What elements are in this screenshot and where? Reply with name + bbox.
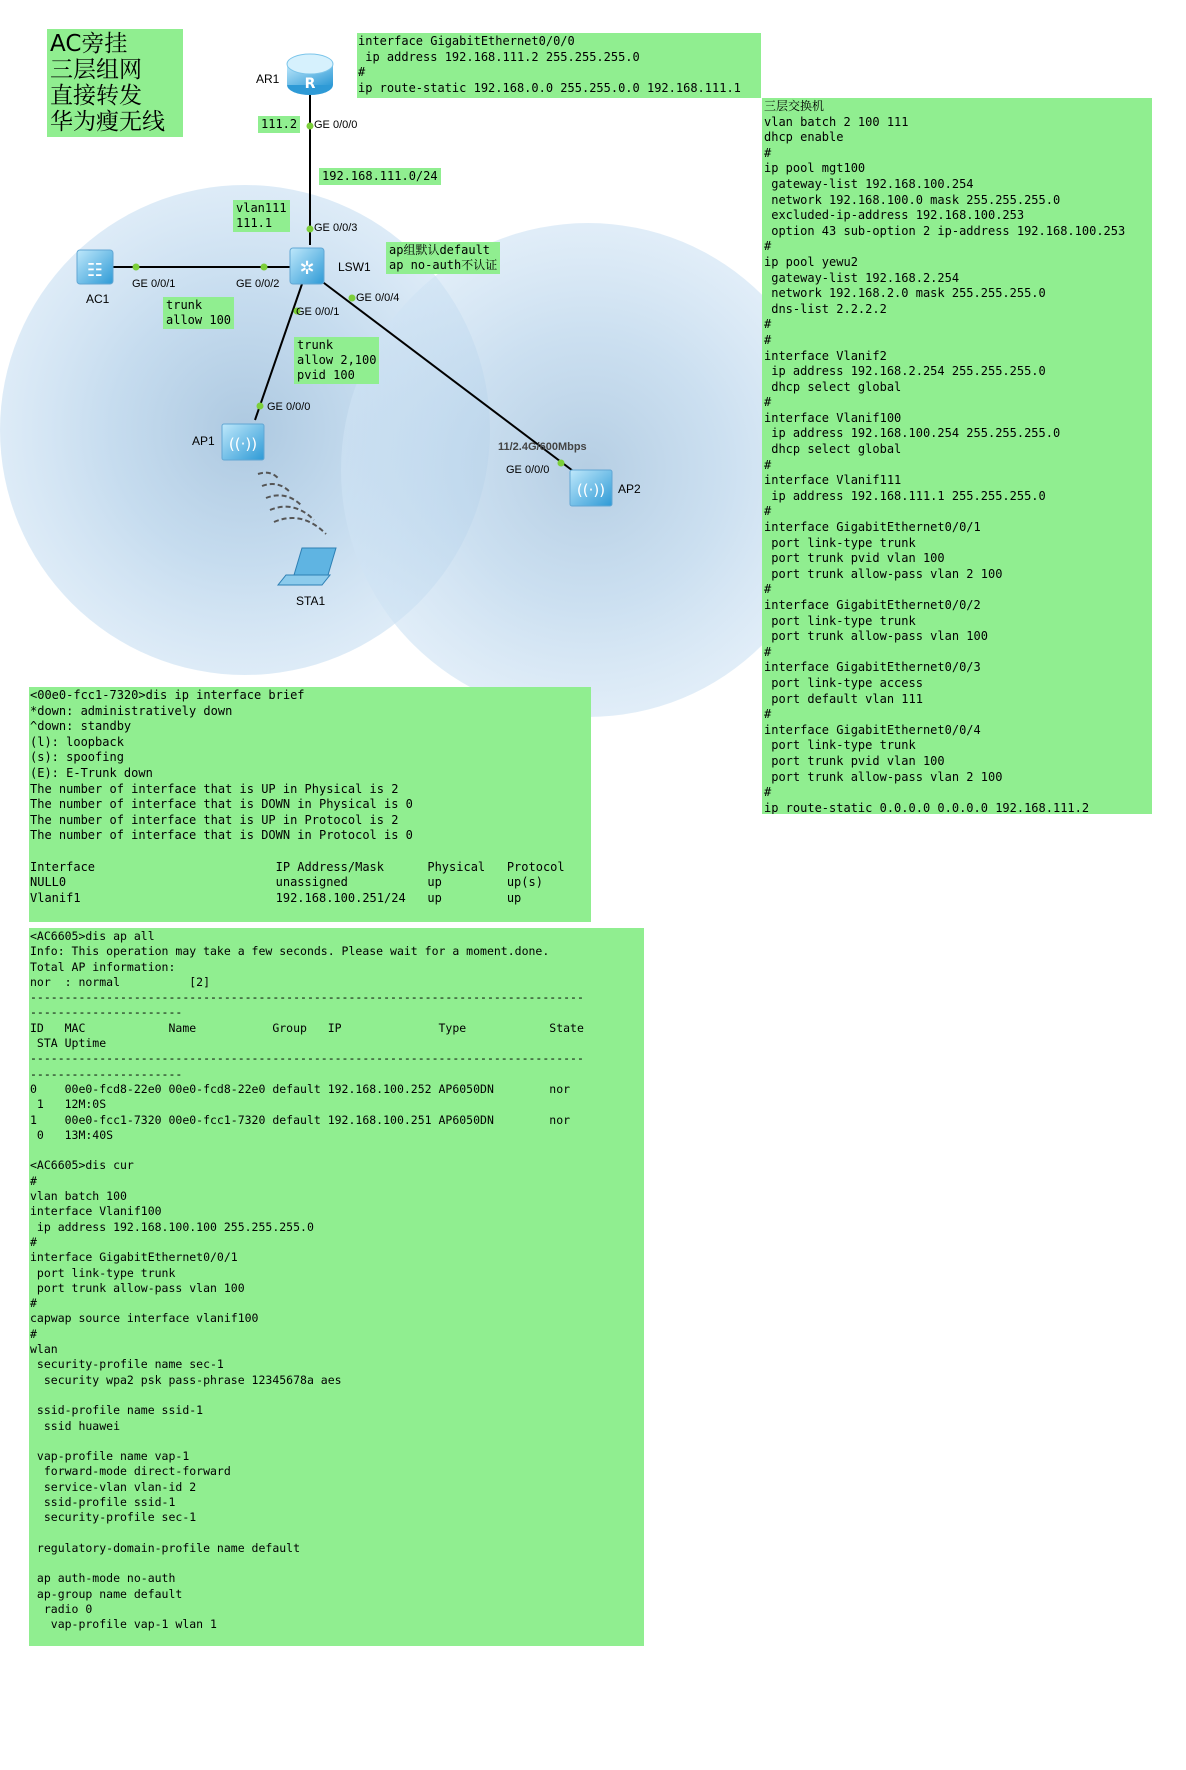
port-label: GE 0/0/0 <box>267 401 311 413</box>
device-label-ap2: AP2 <box>618 482 641 496</box>
vlan111-tag: vlan111 111.1 <box>233 200 290 232</box>
svg-text:☷: ☷ <box>86 260 104 281</box>
device-label-sta1: STA1 <box>296 594 326 608</box>
port-label: GE 0/0/2 <box>236 278 280 290</box>
trunk-ap1-tag: trunk allow 2,100 pvid 100 <box>294 337 379 384</box>
port-label: GE 0/0/1 <box>296 306 340 318</box>
network-tag: 192.168.111.0/24 <box>319 168 441 185</box>
ap-interface-brief-note: <00e0-fcc1-7320>dis ip interface brief *down: administratively down ^down: standby (l): loopback (s): spoofing (E): E-Trunk down The number of interface that is UP in Physical is 2 The number of interface that is DOWN in Physical is 0 The number of interface that is UP in Protocol is 2 The number of interface that is DOWN in Protocol is 0 Interface IP Address/Mask Physical Protocol NULL0 unassigned up up(s) Vlanif1 192.168.100.251/24 up up <box>29 687 591 922</box>
port-dot <box>261 264 268 271</box>
port-label: GE 0/0/3 <box>314 222 358 234</box>
svg-text:✲: ✲ <box>299 258 315 279</box>
ac-output-note: <AC6605>dis ap all Info: This operation may take a few seconds. Please wait for a moment.done. Total AP information: nor : normal [2] -------------------------------------------------------------------------------- ---------------------- ID MAC Name Group IP Type State STA Uptime -------------------------------------------------------------------------------- ---------------------- 0 00e0-fcd8-22e0 00e0-fcd8-22e0 default 192.168.100.252 AP6050DN nor 1 12M:0S 1 00e0-fcc1-7320 00e0-fcc1-7320 default 192.168.100.251 AP6050DN nor 0 13M:40S <AC6605>dis cur # vlan batch 100 interface Vlanif100 ip address 192.168.100.100 255.255.255.0 # interface GigabitEthernet0/0/1 port link-type trunk port trunk allow-pass vlan 100 # capwap source interface vlanif100 # wlan security-profile name sec-1 security wpa2 psk pass-phrase 12345678a aes ssid-profile name ssid-1 ssid huawei vap-profile name vap-1 forward-mode direct-forward service-vlan vlan-id 2 ssid-profile ssid-1 security-profile sec-1 regulatory-domain-profile name default ap auth-mode no-auth ap-group name default radio 0 vap-profile vap-1 wlan 1 <box>29 928 644 1646</box>
ar1-config-note: interface GigabitEthernet0/0/0 ip address 192.168.111.2 255.255.255.0 # ip route-static 192.168.0.0 255.255.0.0 192.168.111.1 <box>357 33 761 98</box>
port-label: GE 0/0/0 <box>314 119 358 131</box>
port-dot <box>257 403 264 410</box>
access-point-icon[interactable] <box>222 424 264 460</box>
port-label: GE 0/0/0 <box>506 464 550 476</box>
trunk-ac-tag: trunk allow 100 <box>163 297 234 329</box>
device-label-ap1: AP1 <box>192 434 215 448</box>
ar1-ip-tag: 111.2 <box>258 116 300 133</box>
device-label-lsw1: LSW1 <box>338 260 371 274</box>
port-dot <box>558 460 565 467</box>
port-label: GE 0/0/1 <box>132 278 176 290</box>
svg-text:((·)): ((·)) <box>576 481 606 499</box>
ap-group-tag: ap组默认default ap no-auth不认证 <box>386 242 500 274</box>
device-label-ac1: AC1 <box>86 292 110 306</box>
router-icon[interactable] <box>287 54 333 95</box>
port-label: GE 0/0/4 <box>356 292 400 304</box>
switch-config-note: 三层交换机 vlan batch 2 100 111 dhcp enable # ip pool mgt100 gateway-list 192.168.100.254 network 192.168.100.0 mask 255.255.255.0 excluded-ip-address 192.168.100.253 option 43 sub-option 2 ip-address 192.168.100.253 # ip pool yewu2 gateway-list 192.168.2.254 network 192.168.2.0 mask 255.255.255.0 dns-list 2.2.2.2 # # interface Vlanif2 ip address 192.168.2.254 255.255.255.0 dhcp select global # interface Vlanif100 ip address 192.168.100.254 255.255.255.0 dhcp select global # interface Vlanif111 ip address 192.168.111.1 255.255.255.0 # interface GigabitEthernet0/0/1 port link-type trunk port trunk pvid vlan 100 port trunk allow-pass vlan 2 100 # interface GigabitEthernet0/0/2 port link-type trunk port trunk allow-pass vlan 100 # interface GigabitEthernet0/0/3 port link-type access port default vlan 111 # interface GigabitEthernet0/0/4 port link-type trunk port trunk pvid vlan 100 port trunk allow-pass vlan 2 100 # ip route-static 0.0.0.0 0.0.0.0 192.168.111.2 <box>762 98 1152 814</box>
svg-text:R: R <box>304 76 316 92</box>
radio-label: 11/2.4G/600Mbps <box>498 441 587 453</box>
access-point-icon[interactable] <box>570 470 612 506</box>
port-dot <box>133 264 140 271</box>
device-label-ar1: AR1 <box>256 72 280 86</box>
svg-text:((·)): ((·)) <box>228 435 258 453</box>
port-dot <box>307 226 314 233</box>
switch-icon[interactable] <box>290 248 324 284</box>
port-dot <box>349 295 356 302</box>
title-note: AC旁挂 三层组网 直接转发 华为瘦无线 <box>47 29 183 137</box>
port-dot <box>307 123 314 130</box>
access-controller-icon[interactable] <box>77 250 113 284</box>
